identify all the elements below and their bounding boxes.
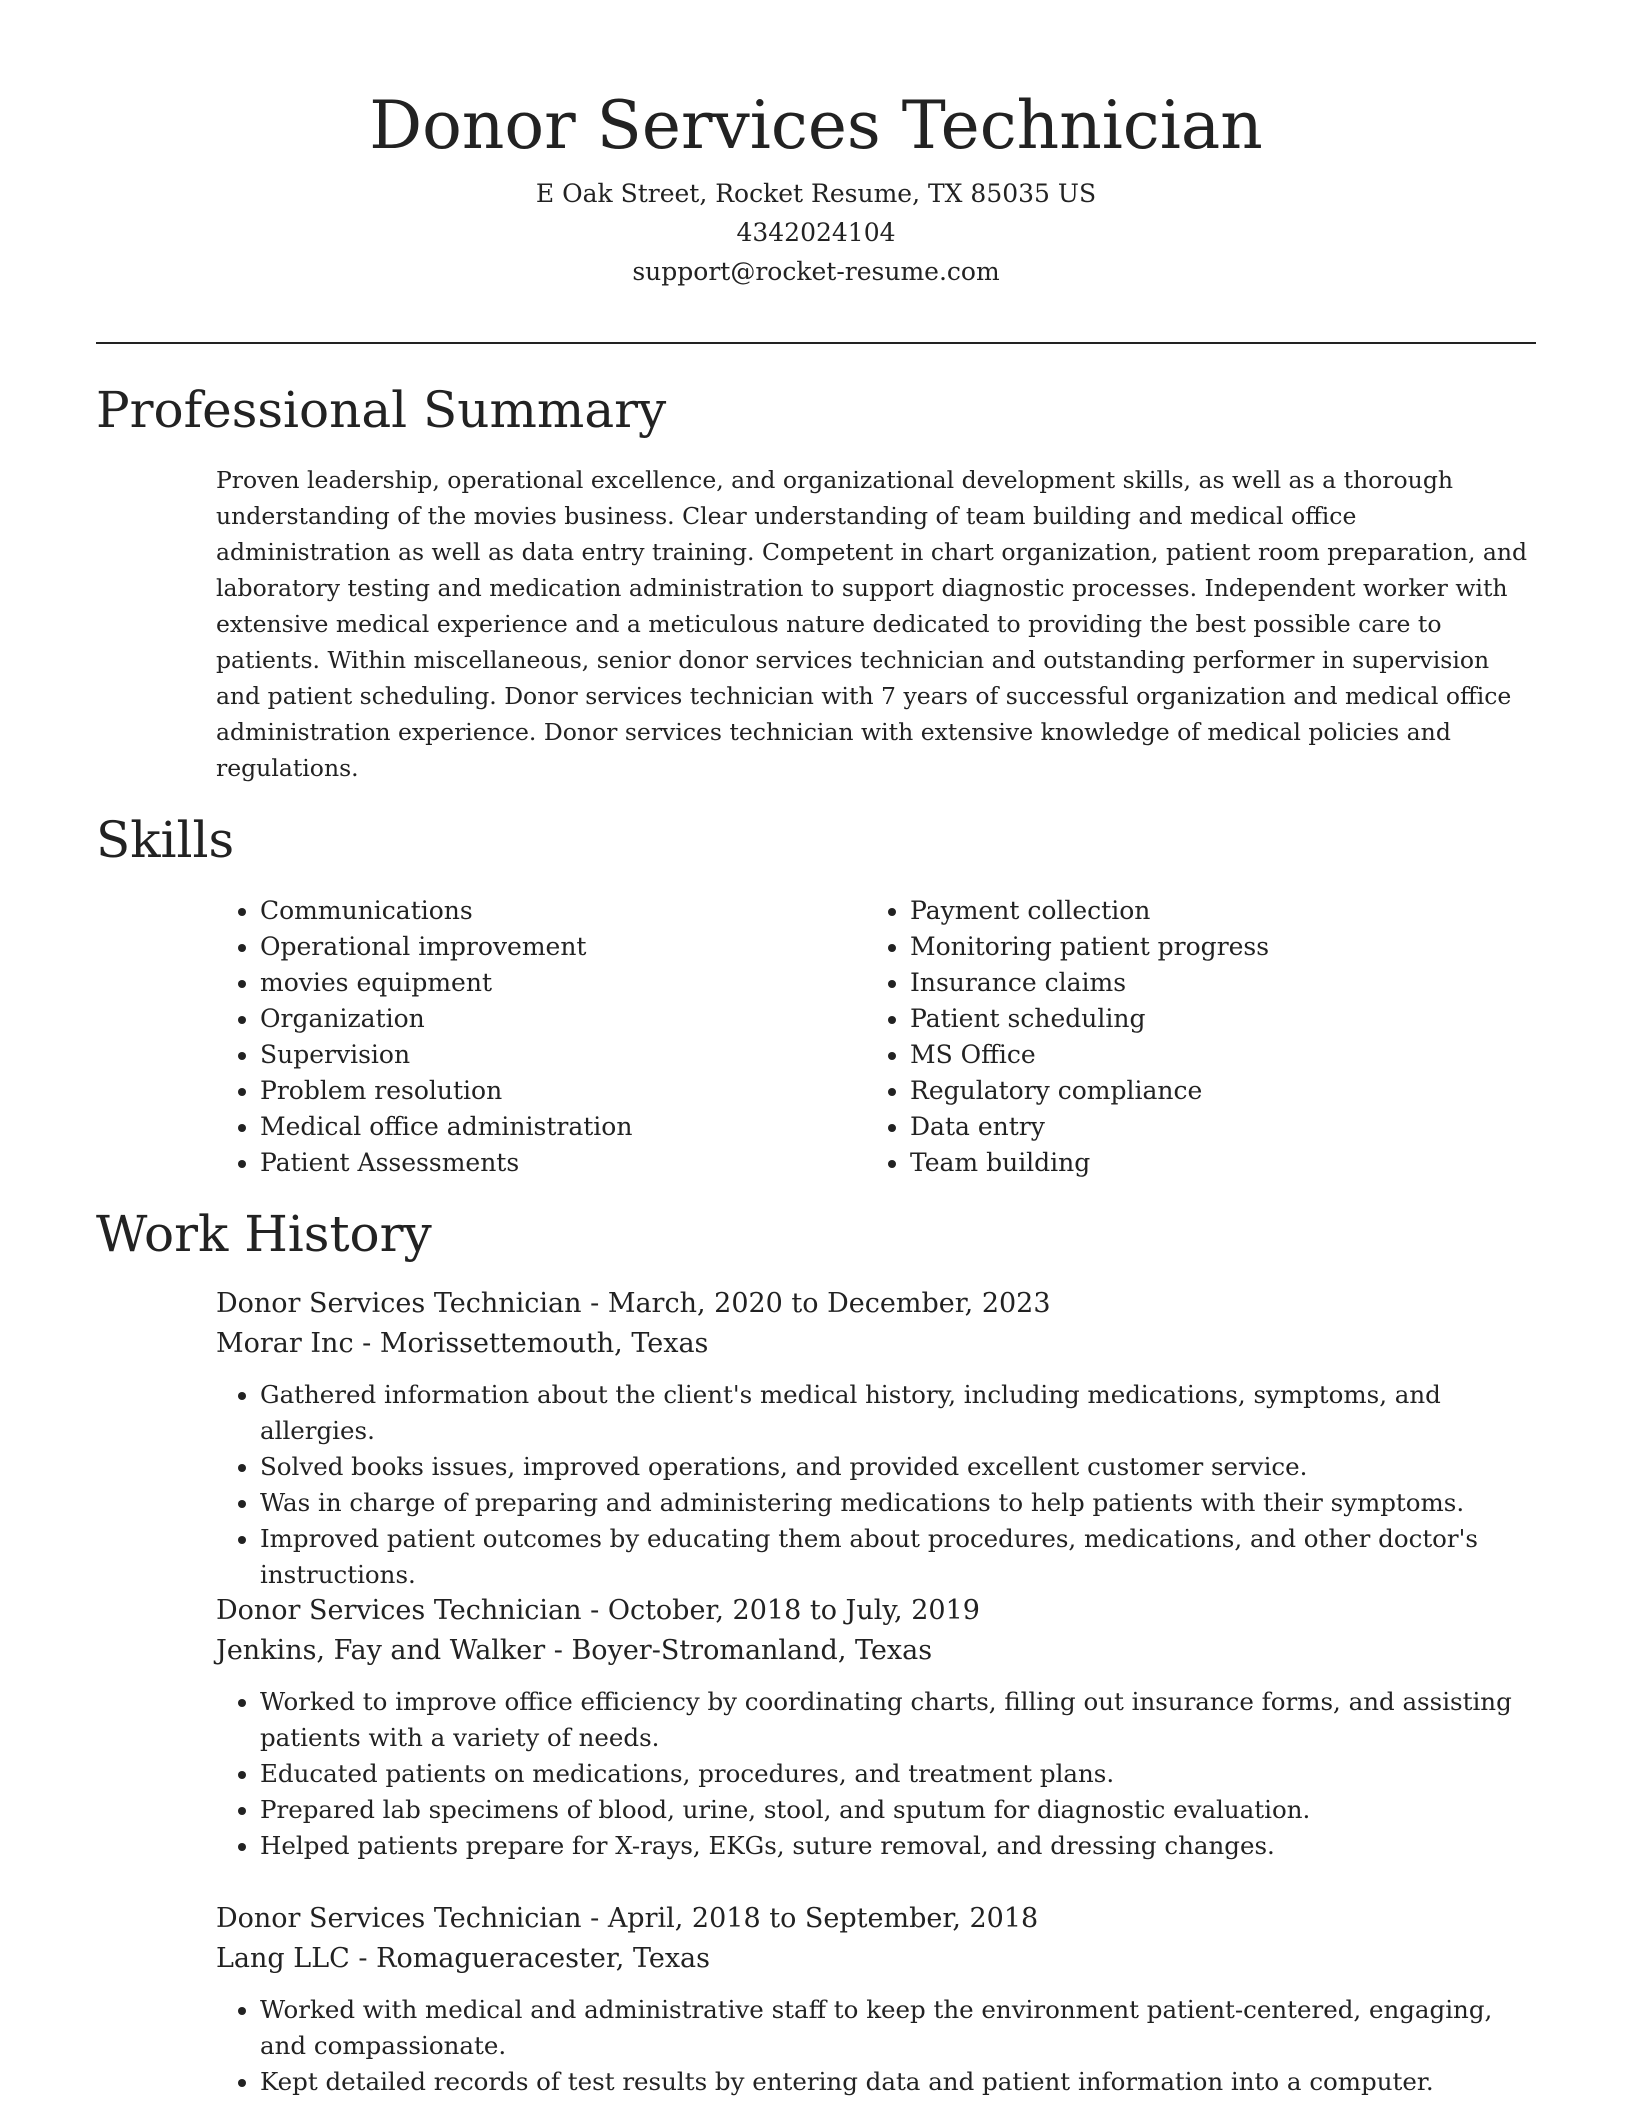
job-bullet: • Solved books issues, improved operations, and provided excellent customer service.: [260, 1449, 1538, 1485]
job-company-line: Jenkins, Fay and Walker - Boyer-Stromanland, Texas: [216, 1635, 933, 1666]
resume-header: [96, 78, 1536, 291]
job-bullet: • Gathered information about the client's medical history, including medications, symptoms, and allergies.: [260, 1377, 1538, 1449]
job-title-line: Donor Services Technician - October, 2018 to July, 2019: [216, 1595, 980, 1626]
job-bullet: • Was in charge of preparing and administering medications to help patients with their symptoms.: [260, 1485, 1538, 1521]
skill-item: • Problem resolution: [260, 1073, 860, 1109]
job-dates: March, 2020 to December, 2023: [607, 1288, 1051, 1319]
skill-item: • Medical office administration: [260, 1109, 860, 1145]
header-divider: [96, 342, 1536, 344]
job-company: Jenkins, Fay and Walker: [216, 1635, 546, 1666]
job-bullet-list: [216, 1684, 1538, 1864]
job-company-line: Lang LLC - Romagueracester, Texas: [216, 1943, 711, 1974]
contact-phone: 4342024104: [736, 218, 896, 247]
job-bullet: • Prepared lab specimens of blood, urine, stool, and sputum for diagnostic evaluation.: [260, 1792, 1538, 1828]
skills-list-right: [866, 893, 1510, 1181]
skills-heading: Skills: [96, 811, 235, 869]
summary-text: Proven leadership, operational excellence, and organizational development skills, as well as a thorough understanding of the movies business. Clear understanding of team building and medical office administration as well as data entry training. Competent in chart organization, patient room preparation, and laboratory testing and medication administration to support diagnostic processes. Independent worker with extensive medical experience and a meticulous nature dedicated to providing the best possible care to patients. Within miscellaneous, senior donor services technician and outstanding performer in supervision and patient scheduling. Donor services technician with 7 years of successful organization and medical office administration experience. Donor services technician with extensive knowledge of medical policies and regulations.: [216, 466, 1528, 782]
skill-item: • Payment collection: [910, 893, 1510, 929]
skill-item: • Patient Assessments: [260, 1145, 860, 1181]
job-bullet: • Educated patients on medications, procedures, and treatment plans.: [260, 1756, 1538, 1792]
skill-item: • Monitoring patient progress: [910, 929, 1510, 965]
job-title-line: Donor Services Technician - April, 2018 to September, 2018: [216, 1903, 1039, 1934]
job-bullet: • Worked with medical and administrative staff to keep the environment patient-centered, engaging, and compassionate.: [260, 1992, 1538, 2064]
job-location: Romagueracester, Texas: [376, 1943, 711, 1974]
skill-item: • MS Office: [910, 1037, 1510, 1073]
job-entry: [216, 1591, 1538, 1864]
contact-email: support@rocket-resume.com: [632, 257, 1000, 286]
skill-item: • Supervision: [260, 1037, 860, 1073]
job-company: Morar Inc: [216, 1328, 354, 1359]
summary-heading: Professional Summary: [96, 381, 667, 439]
skill-item: • Data entry: [910, 1109, 1510, 1145]
candidate-name: Donor Services Technician: [369, 87, 1263, 164]
job-bullet: • Improved patient outcomes by educating them about procedures, medications, and other doctor's instructions.: [260, 1521, 1538, 1593]
job-title: Donor Services Technician: [216, 1288, 582, 1319]
skill-item: • Team building: [910, 1145, 1510, 1181]
job-bullet-list: [216, 1377, 1538, 1593]
skill-item: • Insurance claims: [910, 965, 1510, 1001]
skill-item: • Regulatory compliance: [910, 1073, 1510, 1109]
job-dates: October, 2018 to July, 2019: [607, 1595, 980, 1626]
skill-item: • Patient scheduling: [910, 1001, 1510, 1037]
job-title: Donor Services Technician: [216, 1903, 582, 1934]
job-bullet-list: [216, 1992, 1538, 2100]
job-bullet: • Worked to improve office efficiency by coordinating charts, filling out insurance forms, and assisting patients with a variety of needs.: [260, 1684, 1538, 1756]
job-title: Donor Services Technician: [216, 1595, 582, 1626]
skill-item: • Communications: [260, 893, 860, 929]
work-history-heading: Work History: [96, 1205, 432, 1263]
job-entry: [216, 1284, 1538, 1593]
job-company: Lang LLC: [216, 1943, 350, 1974]
skill-item: • Organization: [260, 1001, 860, 1037]
job-location: Morissettemouth, Texas: [379, 1328, 709, 1359]
job-dates: April, 2018 to September, 2018: [607, 1903, 1039, 1934]
contact-address: E Oak Street, Rocket Resume, TX 85035 US: [535, 179, 1097, 208]
job-entry: [216, 1899, 1538, 2100]
job-company-line: Morar Inc - Morissettemouth, Texas: [216, 1328, 709, 1359]
job-location: Boyer-Stromanland, Texas: [571, 1635, 933, 1666]
job-bullet: • Kept detailed records of test results by entering data and patient information into a computer.: [260, 2064, 1538, 2100]
job-bullet: • Helped patients prepare for X-rays, EKGs, suture removal, and dressing changes.: [260, 1828, 1538, 1864]
job-title-line: Donor Services Technician - March, 2020 to December, 2023: [216, 1288, 1051, 1319]
skill-item: • movies equipment: [260, 965, 860, 1001]
skill-item: • Operational improvement: [260, 929, 860, 965]
skills-list-left: [216, 893, 860, 1181]
